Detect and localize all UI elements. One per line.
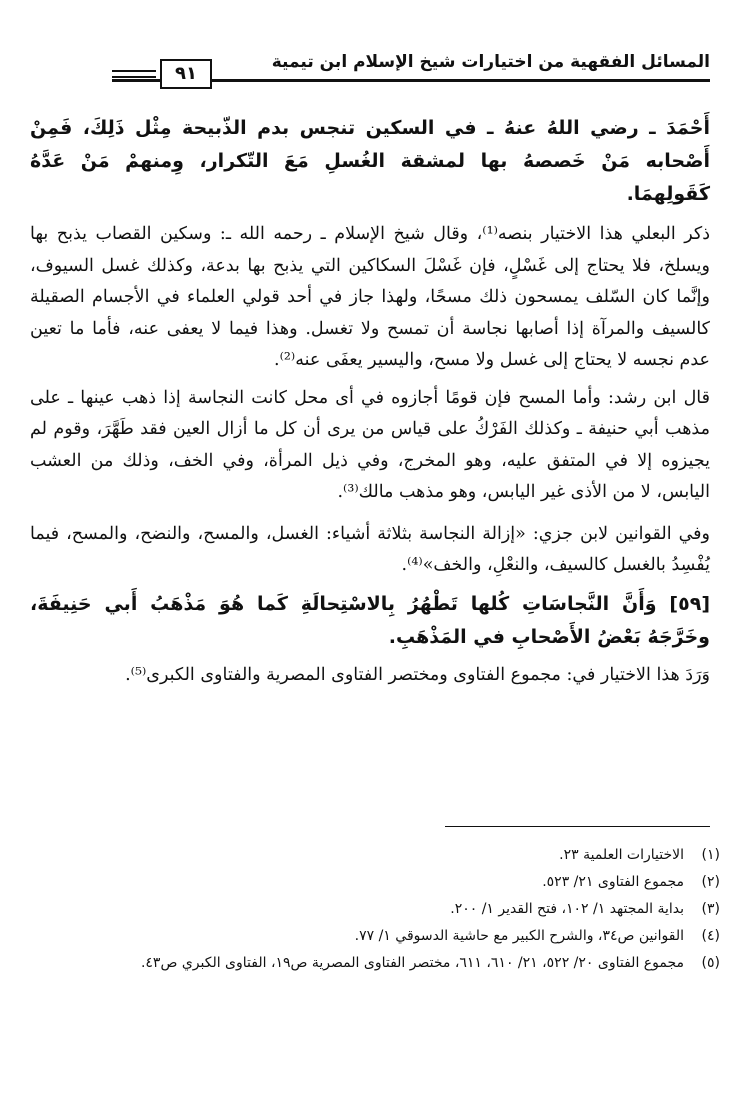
page-number: ٩١ <box>160 59 212 89</box>
footnote <box>30 896 720 923</box>
paragraph-1: أَحْمَدَ ـ رضي اللهُ عنهُ ـ في السكين تنجس بدم الذّبيحة مِثْل ذَلِكَ، فَمِنْ أَصْحابه مَنْ خَصصهُ بها لمشقة الغُسلِ مَعَ التّكرار، وِمنهمْ مَنْ عَدَّهُ كَقَولِهمَا. <box>30 117 710 205</box>
footnote-number: (٤) <box>701 928 720 944</box>
footnote-text: القوانين ص٣٤، والشرح الكبير مع حاشية الدسوقي ١/ ٧٧. <box>354 928 684 944</box>
paragraph-6: وَرَدَ هذا الاختيار في: مجموع الفتاوى ومختصر الفتاوى المصرية والفتاوى الكبرى⁽⁵⁾. <box>125 664 710 685</box>
footnote-text: الاختيارات العلمية ٢٣. <box>559 847 684 863</box>
page-number-rule-top <box>112 70 156 72</box>
header-title: المسائل الفقهية من اختيارات شيخ الإسلام ابن تيمية <box>271 52 710 72</box>
footnote <box>30 923 720 950</box>
paragraph-5 <box>30 588 710 654</box>
main-text <box>30 112 710 691</box>
footnote-number: (٥) <box>701 955 720 971</box>
issue-text: وَأَنَّ النَّجاسَاتِ كُلها تَطْهُرُ بِالاسْتِحالَةِ كَما هُوَ مَذْهَبُ أَبي حَنِيفَةَ، وخَرَّجَهُ بَعْضُ الأَصْحابِ في المَذْهَبِ. <box>30 592 710 648</box>
footnote <box>30 950 720 977</box>
footnote-text: بداية المجتهد ١/ ١٠٢، فتح القدير ١/ ٢٠٠. <box>450 901 684 917</box>
paragraph-2: ذكر البعلي هذا الاختيار بنصه⁽¹⁾، وقال شيخ الإسلام ـ رحمه الله ـ: وسكين القصاب يذبح بها ويسلخ، فلا يحتاج إلى غَسْلٍ، فإن غَسْلَ السكاكين التي يذبح بها بدعة، وكذلك غسل السيوف، وإنَّما كان السّلف يمسحون ذلك مسحًا، ولهذا جاز في أحد قولي العلماء في الأجسام الصقيلة كالسيف والمرآة إذا أصابها نجاسة أن تمسح ولا تغسل. وهذا فيما لا يعفى عنه، فأما ما تعين عدم نجسه لا يحتاج إلى غسل ولا مسح، واليسير يعفَى عنه⁽²⁾. <box>30 224 710 370</box>
page-number-rule-bottom <box>112 76 156 78</box>
issue-number: [٥٩] <box>669 592 710 615</box>
footnote-separator <box>445 826 710 827</box>
footnote <box>30 869 720 896</box>
paragraph-3: قال ابن رشد: وأما المسح فإن قومًا أجازوه في أى محل كانت النجاسة إذا ذهب عينها ـ على مذهب أبي حنيفة ـ وكذلك الفَرْكُ على قياس من يرى أن كل ما أزال العين فقد طَهَّرَ، وقوم لم يجيزوه إلا في المتفق عليه، وهو المخرج، وفي ذيل المرأة، وفي الخف، وذلك من العشب اليابس، لا من الأذى غير اليابس، وهو مذهب مالك⁽³⁾. <box>30 387 710 502</box>
footnote-number: (٣) <box>701 901 720 917</box>
footnote-number: (٢) <box>701 874 720 890</box>
footnote-number: (١) <box>701 847 720 863</box>
footnotes <box>30 842 720 977</box>
footnote-text: مجموع الفتاوى ٢١/ ٥٢٣. <box>542 874 684 890</box>
paragraph-4: وفي القوانين لابن جزي: «إزالة النجاسة بثلاثة أشياء: الغسل، والمسح، والنضح، والمسح، فيما يُفْسِدُ بالغسل كالسيف، والنعْلِ، والخف»⁽⁴⁾. <box>30 523 710 575</box>
footnote <box>30 842 720 869</box>
footnote-text: مجموع الفتاوى ٢٠/ ٥٢٢، ٢١/ ٦١٠، ٦١١، مختصر الفتاوى المصرية ص١٩، الفتاوى الكبري ص٤٣. <box>140 955 684 971</box>
